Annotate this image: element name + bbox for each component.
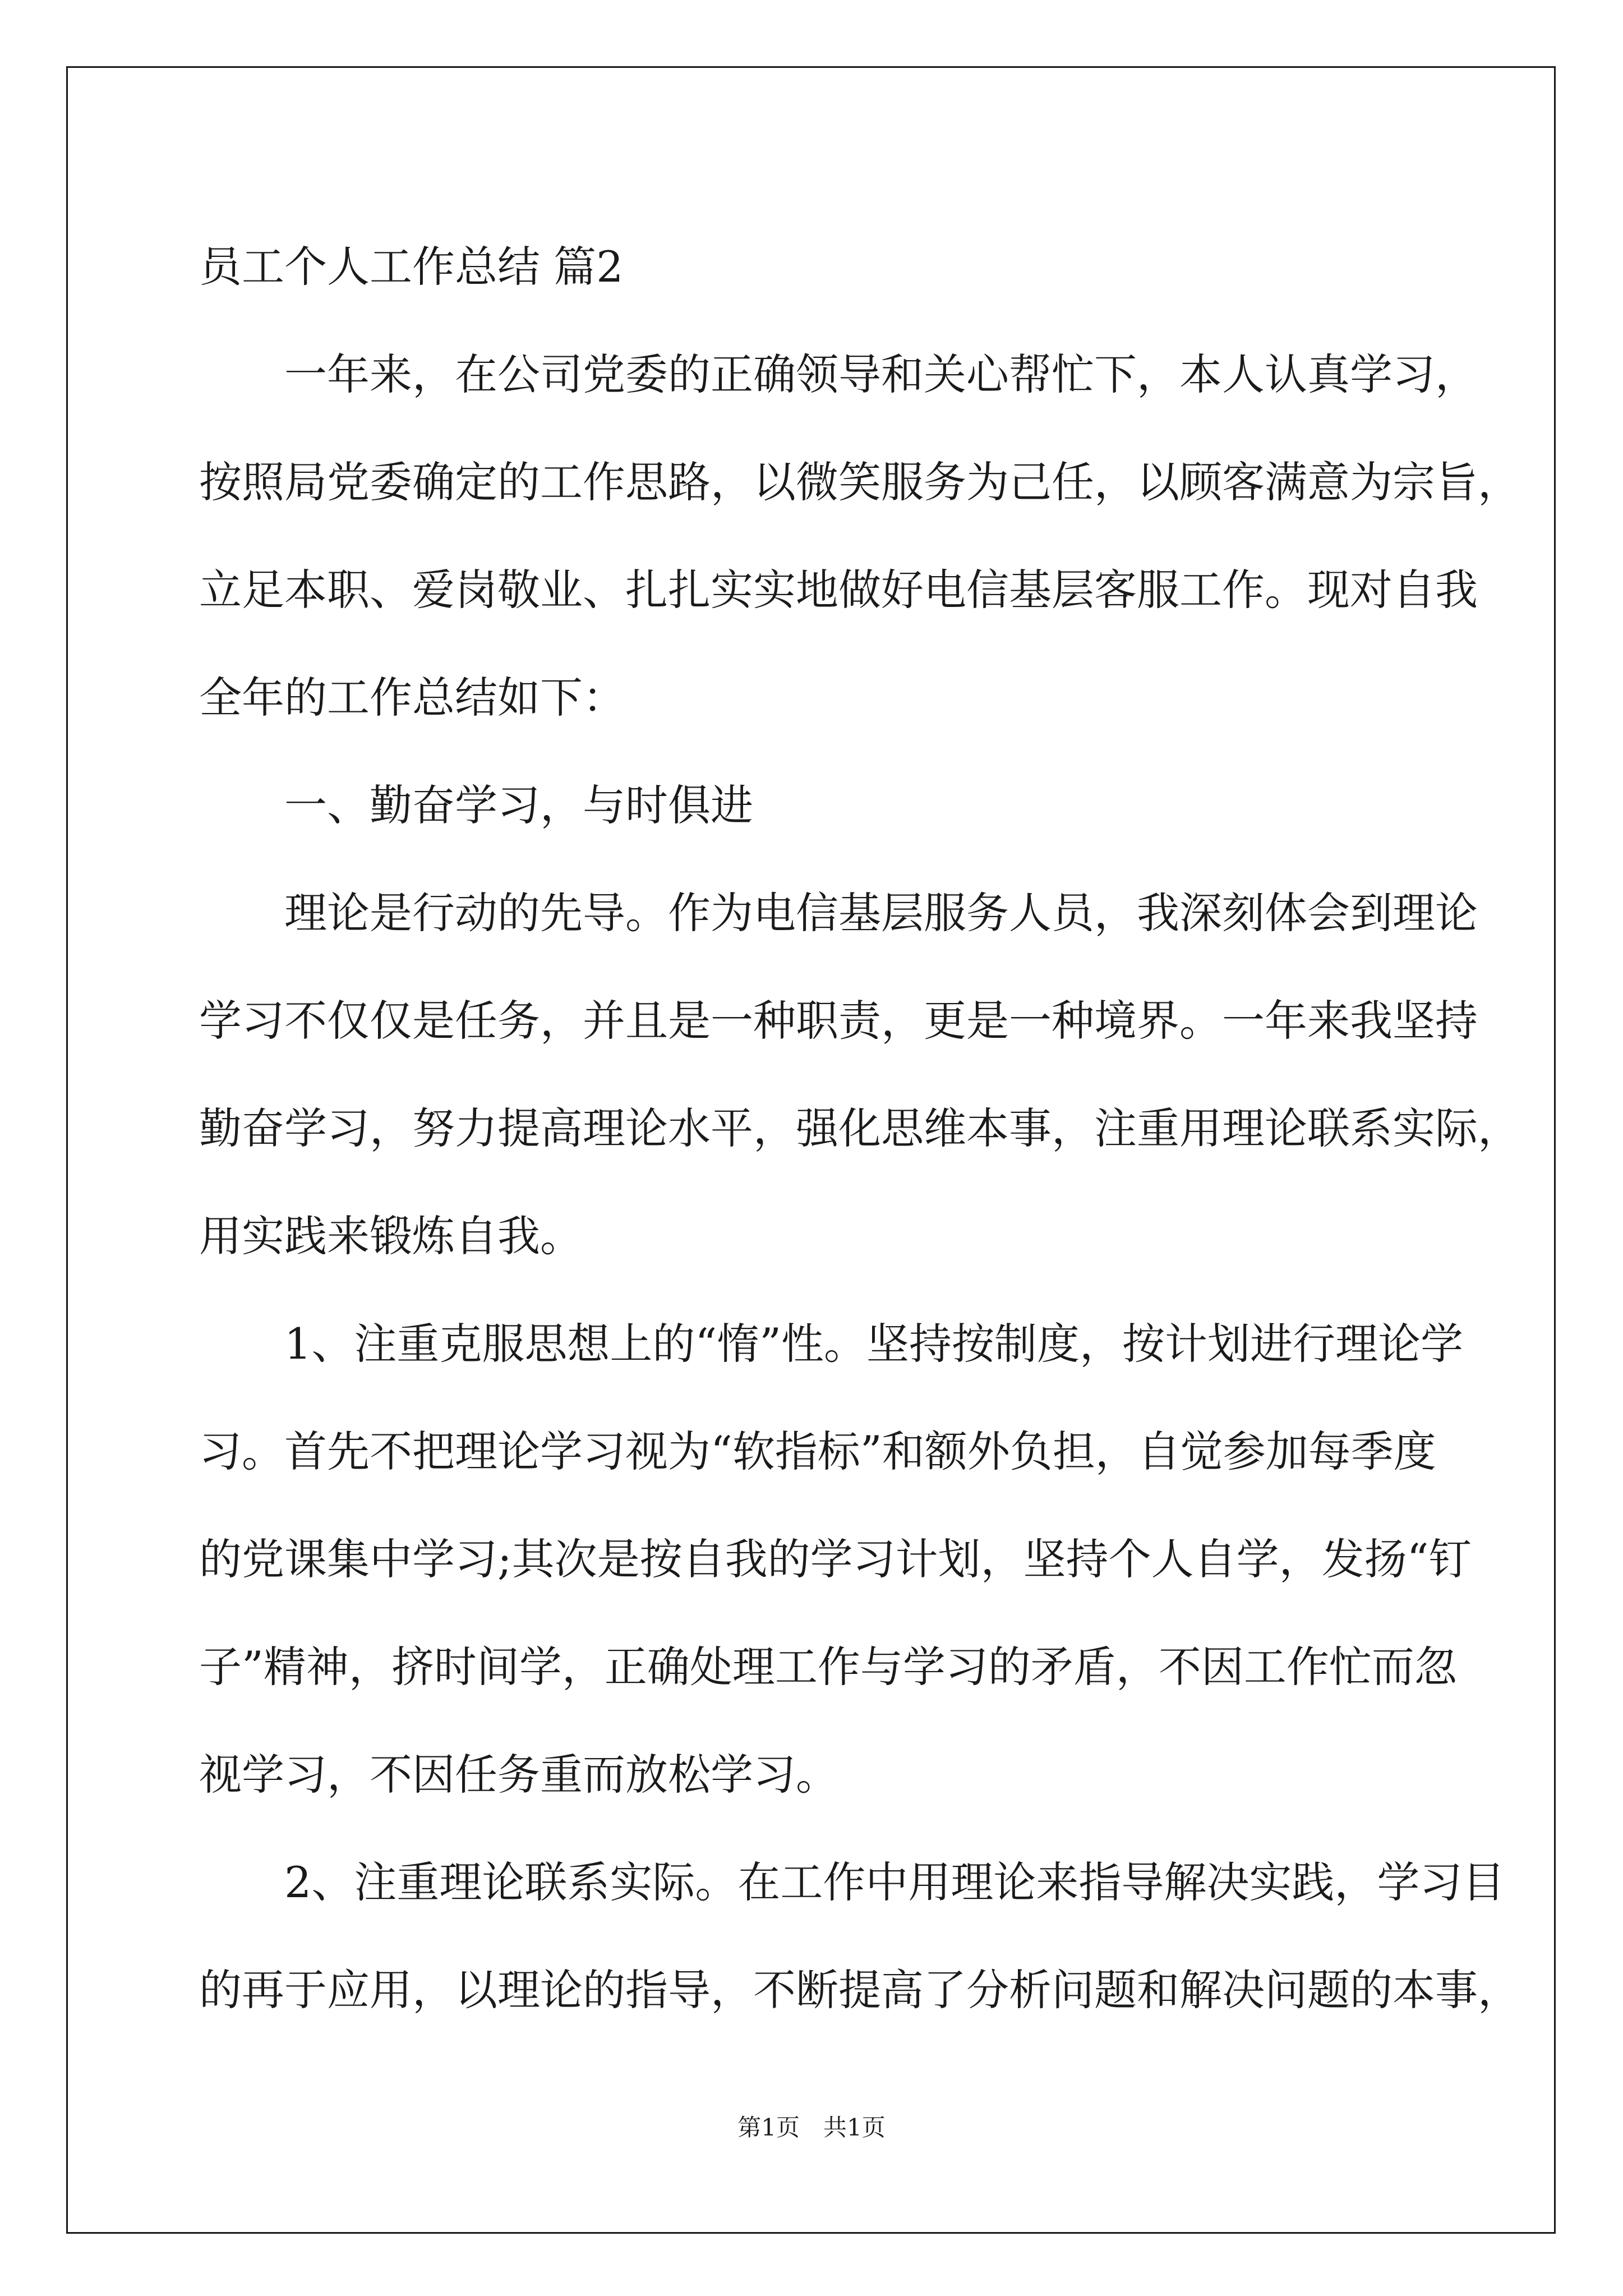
paragraph-line: 1、注重克服思想上的“惰”性。坚持按制度，按计划进行理论学 — [284, 1319, 1464, 1369]
section-heading: 一、勤奋学习，与时俱进 — [284, 780, 753, 830]
paragraph-line: 按照局党委确定的工作思路，以微笑服务为己任，以顾客满意为宗旨， — [199, 457, 1520, 507]
paragraph-line: 2、注重理论联系实际。在工作中用理论来指导解决实践，学习目 — [284, 1857, 1505, 1907]
page-footer: 第1页 共1页 — [737, 2114, 886, 2141]
paragraph-line: 勤奋学习，努力提高理论水平，强化思维本事，注重用理论联系实际， — [199, 1103, 1520, 1153]
paragraph-line: 用实践来锻炼自我。 — [199, 1211, 583, 1261]
paragraph-line: 视学习，不因任务重而放松学习。 — [199, 1750, 838, 1800]
paragraph-line: 立足本职、爱岗敬业、扎扎实实地做好电信基层客服工作。现对自我 — [199, 565, 1478, 615]
paragraph-line: 子”精神，挤时间学，正确处理工作与学习的矛盾，不因工作忙而忽 — [199, 1642, 1457, 1692]
paragraph-line: 理论是行动的先导。作为电信基层服务人员，我深刻体会到理论 — [284, 888, 1478, 938]
paragraph-line: 的再于应用，以理论的指导，不断提高了分析问题和解决问题的本事， — [199, 1965, 1520, 2015]
paragraph-line: 的党课集中学习;其次是按自我的学习计划，坚持个人自学，发扬“钉 — [199, 1534, 1472, 1584]
paragraph-line: 全年的工作总结如下： — [199, 673, 625, 723]
paragraph-line: 学习不仅仅是任务，并且是一种职责，更是一种境界。一年来我坚持 — [199, 996, 1478, 1046]
paragraph-line: 习。首先不把理论学习视为“软指标”和额外负担，自觉参加每季度 — [199, 1427, 1436, 1476]
paragraph-line: 一年来，在公司党委的正确领导和关心帮忙下，本人认真学习， — [284, 349, 1478, 399]
doc-title: 员工个人工作总结 篇2 — [199, 242, 624, 292]
document-body — [199, 213, 1520, 2044]
